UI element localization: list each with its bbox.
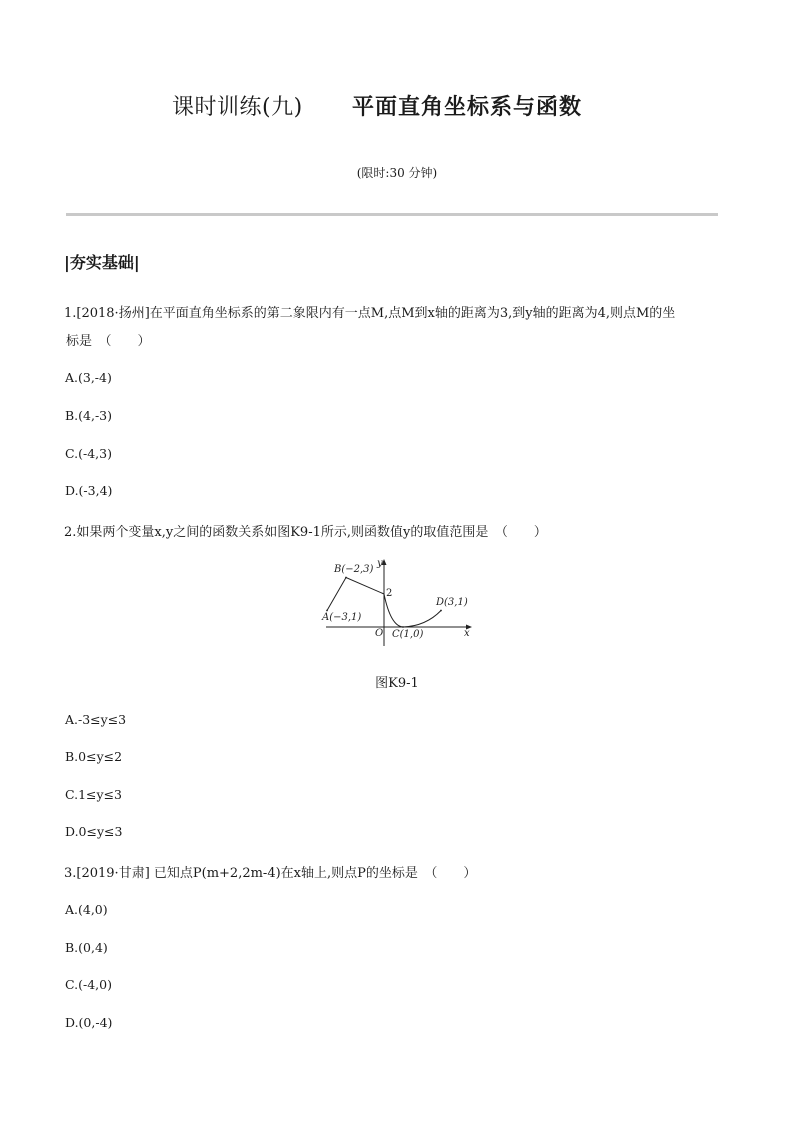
question-3-option-c[interactable]: C.(-4,0): [65, 977, 112, 992]
page-title-series: 课时训练(九): [172, 95, 303, 120]
question-2-option-a[interactable]: A.-3≤y≤3: [65, 712, 127, 727]
question-1-option-b[interactable]: B.(4,-3): [65, 408, 113, 423]
label-origin: O: [375, 628, 384, 639]
question-2-option-b[interactable]: B.0≤y≤2: [65, 749, 123, 764]
function-graph: [320, 556, 476, 648]
question-3-option-b[interactable]: B.(0,4): [65, 940, 108, 955]
question-1-option-a[interactable]: A.(3,-4): [65, 370, 112, 385]
graph-point-d: [440, 610, 442, 612]
label-point-a: A(−3,1): [322, 612, 362, 623]
graph-point-c: [402, 626, 404, 628]
page-title-topic: 平面直角坐标系与函数: [352, 95, 583, 120]
question-3-stem: 3.[2019·甘肃] 已知点P(m+2,2m-4)在x轴上,则点P的坐标是 （ ）: [64, 866, 477, 881]
label-y-axis: y: [377, 558, 383, 569]
question-1-stem-line1: 1.[2018·扬州]在平面直角坐标系的第二象限内有一点M,点M到x轴的距离为3,到y轴的距离为4,则点M的坐: [64, 306, 676, 321]
question-2-option-c[interactable]: C.1≤y≤3: [65, 787, 123, 802]
label-y-tick: 2: [386, 588, 393, 599]
question-1-option-d[interactable]: D.(-3,4): [65, 483, 113, 498]
question-3-option-d[interactable]: D.(0,-4): [65, 1015, 113, 1030]
graph-segment-a-b-y: [327, 578, 384, 611]
header-divider: [66, 213, 718, 216]
question-3-option-a[interactable]: A.(4,0): [65, 902, 108, 917]
graph-curve-y-c-d: [384, 594, 441, 627]
label-point-b: B(−2,3): [334, 564, 374, 575]
graph-point-b: [345, 577, 347, 579]
question-2-option-d[interactable]: D.0≤y≤3: [65, 824, 123, 839]
label-point-c: C(1,0): [392, 629, 424, 640]
section-heading: |夯实基础|: [64, 253, 140, 272]
question-1-option-c[interactable]: C.(-4,3): [65, 446, 112, 461]
question-2-stem: 2.如果两个变量x,y之间的函数关系如图K9-1所示,则函数值y的取值范围是 （ ）: [64, 525, 547, 540]
label-point-d: D(3,1): [436, 597, 468, 608]
label-x-axis: x: [464, 628, 470, 639]
question-1-stem-line2: 标是 （ ）: [66, 334, 151, 349]
figure-caption: 图K9-1: [375, 676, 419, 691]
time-limit: (限时:30 分钟): [356, 166, 438, 180]
